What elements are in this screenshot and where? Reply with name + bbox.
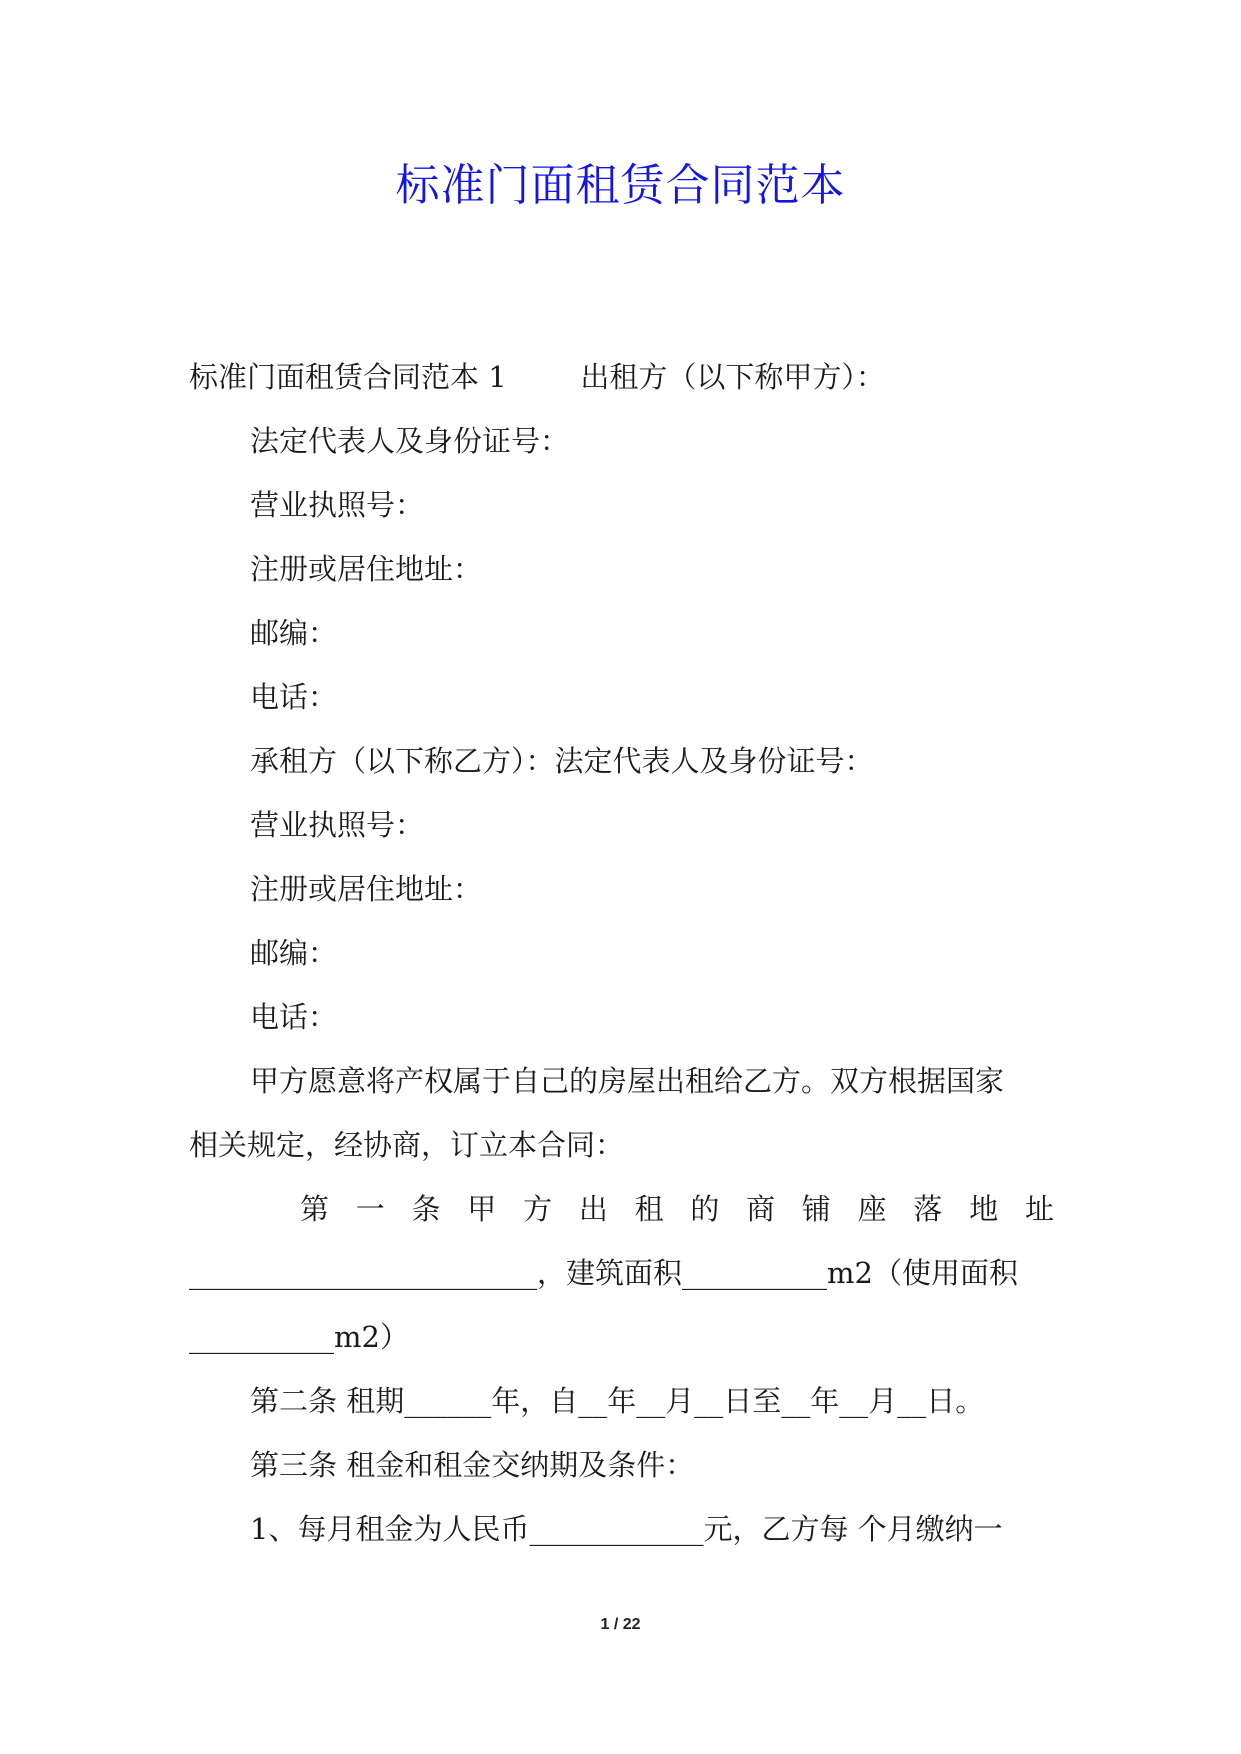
article-1-char: 商 xyxy=(746,1192,776,1226)
text-line: 营业执照号： xyxy=(250,488,425,522)
text-line: 营业执照号： xyxy=(250,808,425,842)
article-1-char: 第 xyxy=(300,1192,330,1226)
article-1-char: 座 xyxy=(857,1192,887,1226)
text-line: 1、每月租金为人民币____________元，乙方每 个月缴纳一 xyxy=(250,1512,1003,1546)
text-line: 第二条 租期______年，自__年__月__日至__年__月__日。 xyxy=(250,1384,985,1418)
article-1-heading xyxy=(300,1189,1054,1229)
text-line: 邮编： xyxy=(250,616,338,650)
text-line: 相关规定，经协商，订立本合同： xyxy=(189,1128,625,1162)
article-1-char: 出 xyxy=(578,1192,608,1226)
text-line: 注册或居住地址： xyxy=(250,872,483,906)
page-number: 1 / 22 xyxy=(600,1616,641,1633)
text-line: 甲方愿意将产权属于自己的房屋出租给乙方。双方根据国家 xyxy=(250,1064,1005,1098)
article-1-char: 铺 xyxy=(801,1192,831,1226)
text-line: 注册或居住地址： xyxy=(250,552,483,586)
article-1-char: 址 xyxy=(1024,1192,1054,1226)
text-line: ________________________，建筑面积__________m2（使用面积 xyxy=(189,1256,1018,1290)
text-line: 法定代表人及身份证号： xyxy=(250,424,570,458)
text-line: 承租方（以下称乙方）：法定代表人及身份证号： xyxy=(250,744,874,778)
article-1-char: 方 xyxy=(523,1192,553,1226)
text-line: 电话： xyxy=(250,1000,338,1034)
document-title: 标准门面租赁合同范本 xyxy=(395,160,846,211)
text-line: 电话： xyxy=(250,680,338,714)
article-1-char: 地 xyxy=(969,1192,999,1226)
text-line: 标准门面租赁合同范本 1 出租方（以下称甲方）： xyxy=(189,360,885,394)
article-1-char: 甲 xyxy=(467,1192,497,1226)
article-1-char: 的 xyxy=(690,1192,720,1226)
text-line: 第三条 租金和租金交纳期及条件： xyxy=(250,1448,695,1482)
text-line: 邮编： xyxy=(250,936,338,970)
text-line: __________m2） xyxy=(189,1320,409,1354)
article-1-char: 租 xyxy=(634,1192,664,1226)
article-1-char: 一 xyxy=(355,1192,385,1226)
article-1-char: 落 xyxy=(913,1192,943,1226)
article-1-char: 条 xyxy=(411,1192,441,1226)
